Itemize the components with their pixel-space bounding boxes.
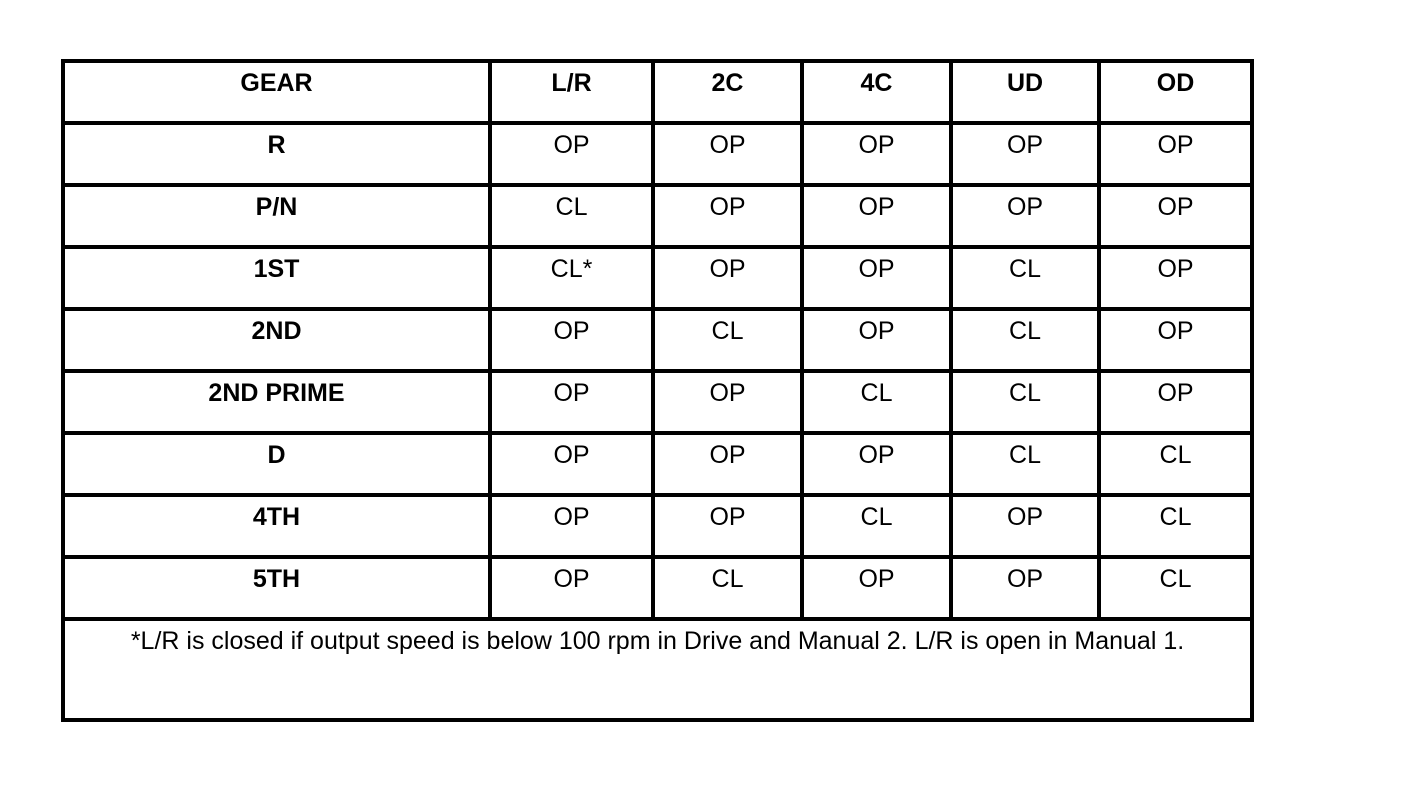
table-cell: OP xyxy=(951,185,1099,247)
table-cell: OP xyxy=(802,123,951,185)
table-cell: OP xyxy=(802,247,951,309)
table-cell: OP xyxy=(653,371,802,433)
table-cell: CL xyxy=(1099,495,1252,557)
table-cell: OP xyxy=(653,123,802,185)
table-cell: OP xyxy=(802,309,951,371)
header-ud: UD xyxy=(951,61,1099,123)
header-4c: 4C xyxy=(802,61,951,123)
table-cell: OP xyxy=(490,123,653,185)
table-cell: CL xyxy=(653,309,802,371)
table-cell: OP xyxy=(951,495,1099,557)
clutch-application-table xyxy=(61,59,1254,722)
gear-cell: 4TH xyxy=(63,495,490,557)
gear-cell: R xyxy=(63,123,490,185)
table-cell: CL* xyxy=(490,247,653,309)
table-cell: CL xyxy=(802,371,951,433)
table-row xyxy=(63,309,1252,371)
table-row xyxy=(63,371,1252,433)
table-cell: OP xyxy=(653,247,802,309)
table-cell: CL xyxy=(653,557,802,619)
table-cell: OP xyxy=(1099,123,1252,185)
table-row xyxy=(63,185,1252,247)
table-cell: OP xyxy=(653,495,802,557)
table-cell: OP xyxy=(490,309,653,371)
table-row xyxy=(63,495,1252,557)
table-cell: CL xyxy=(951,371,1099,433)
gear-cell: 2ND xyxy=(63,309,490,371)
header-2c: 2C xyxy=(653,61,802,123)
footnote-text: *L/R is closed if output speed is below 100 rpm in Drive and Manual 2. L/R is open in Manual 1. xyxy=(63,619,1252,720)
header-row xyxy=(63,61,1252,123)
table-cell: OP xyxy=(1099,309,1252,371)
table-cell: CL xyxy=(1099,557,1252,619)
table-row xyxy=(63,557,1252,619)
table-cell: OP xyxy=(802,433,951,495)
gear-cell: P/N xyxy=(63,185,490,247)
table-cell: OP xyxy=(1099,371,1252,433)
table-cell: CL xyxy=(951,309,1099,371)
table-cell: OP xyxy=(1099,185,1252,247)
table-cell: OP xyxy=(653,433,802,495)
gear-cell: 5TH xyxy=(63,557,490,619)
table-cell: OP xyxy=(490,371,653,433)
header-gear: GEAR xyxy=(63,61,490,123)
table-cell: CL xyxy=(490,185,653,247)
table-cell: CL xyxy=(951,247,1099,309)
gear-cell: 2ND PRIME xyxy=(63,371,490,433)
footnote-row xyxy=(63,619,1252,720)
table-cell: OP xyxy=(802,557,951,619)
table-cell: CL xyxy=(1099,433,1252,495)
table-row xyxy=(63,247,1252,309)
table-cell: OP xyxy=(802,185,951,247)
table-cell: OP xyxy=(490,433,653,495)
gear-cell: D xyxy=(63,433,490,495)
table-cell: OP xyxy=(951,123,1099,185)
table-cell: OP xyxy=(1099,247,1252,309)
header-lr: L/R xyxy=(490,61,653,123)
header-od: OD xyxy=(1099,61,1252,123)
table-cell: OP xyxy=(490,495,653,557)
table-cell: OP xyxy=(951,557,1099,619)
gear-cell: 1ST xyxy=(63,247,490,309)
table-row xyxy=(63,433,1252,495)
table-row xyxy=(63,123,1252,185)
table-cell: CL xyxy=(951,433,1099,495)
table-cell: OP xyxy=(653,185,802,247)
table-cell: OP xyxy=(490,557,653,619)
table-cell: CL xyxy=(802,495,951,557)
